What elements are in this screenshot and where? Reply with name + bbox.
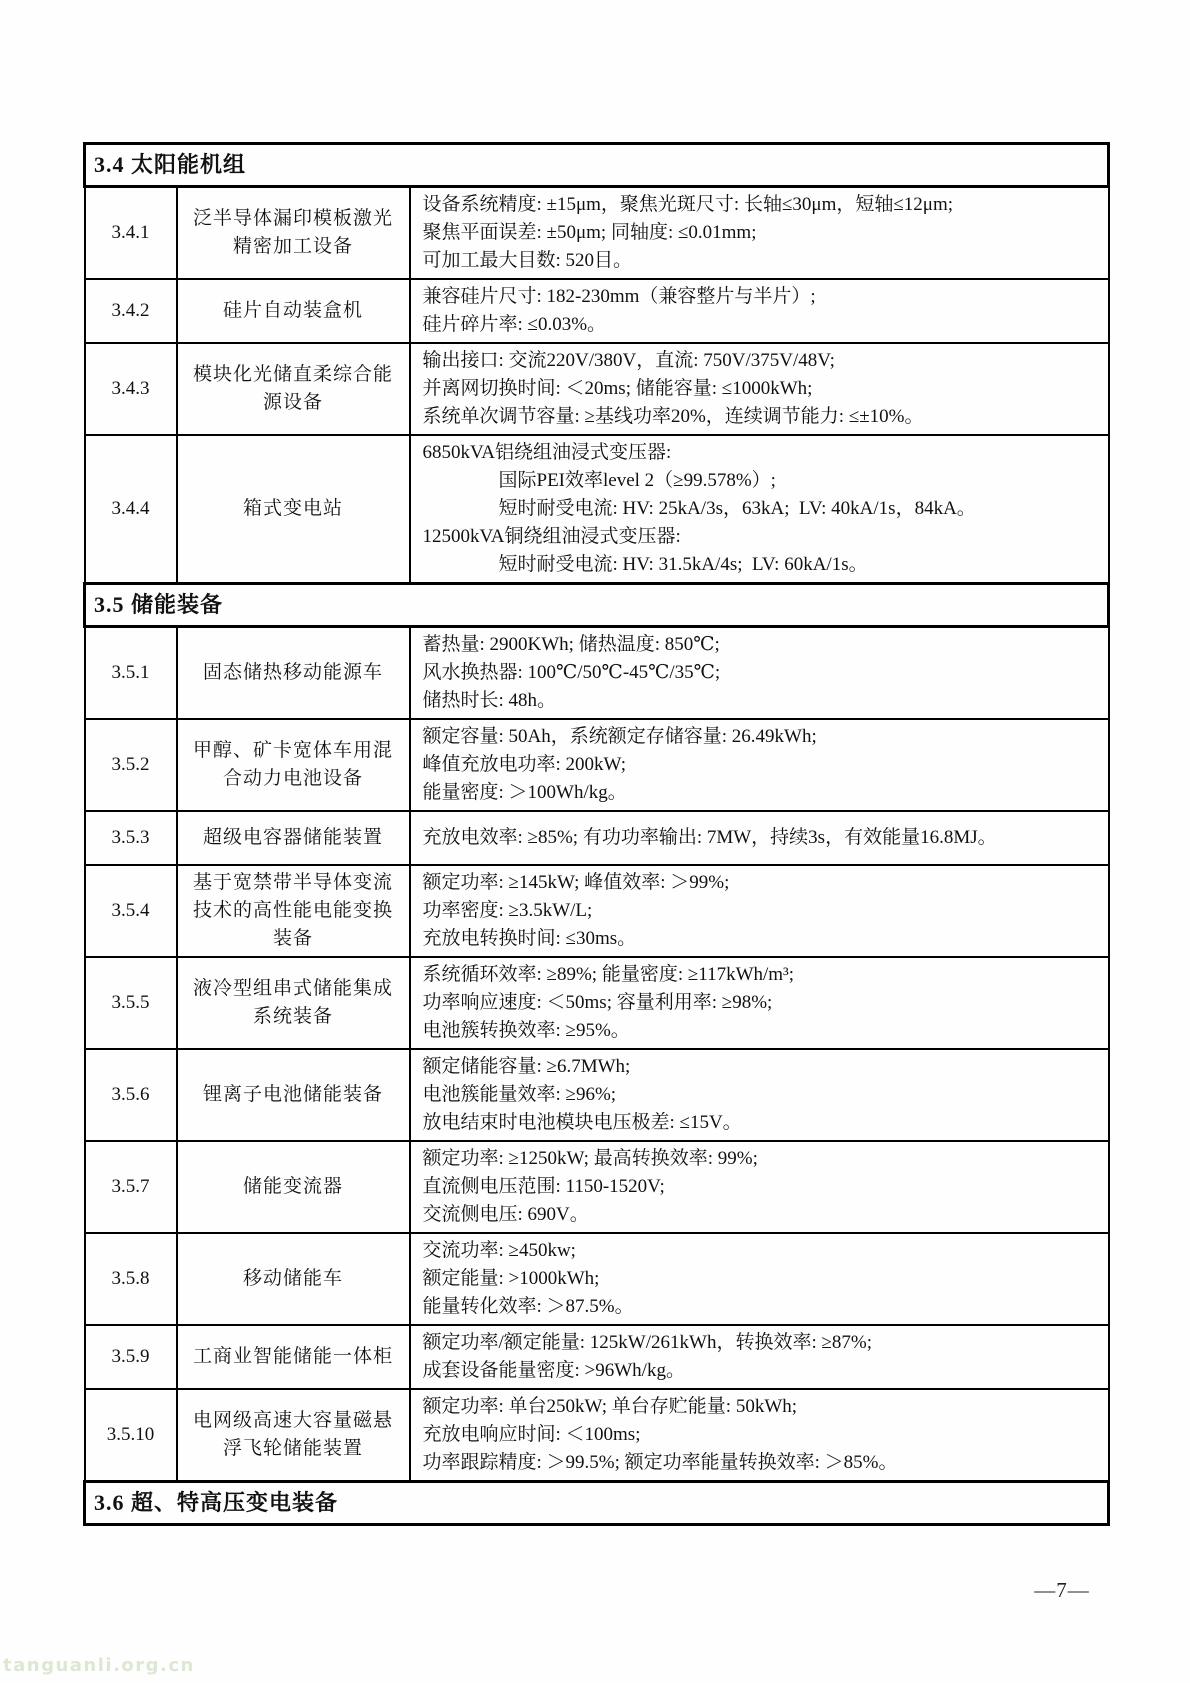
spec-line: 12500kVA铜绕组油浸式变压器: (422, 526, 681, 547)
spec-line: 短时耐受电流: HV: 31.5kA/4s; LV: 60kA/1s。 (422, 554, 868, 575)
item-specs-cell (410, 1049, 1109, 1141)
section-header-row (85, 144, 1109, 187)
spec-line: 充放电响应时间: ＜100ms; (422, 1424, 641, 1445)
spec-line: 聚焦平面误差: ±50μm; 同轴度: ≤0.01mm; (422, 222, 757, 243)
spec-line: 能量密度: ＞100Wh/kg。 (422, 782, 627, 803)
item-number-cell: 3.5.10 (85, 1389, 177, 1482)
spec-line: 6850kVA铝绕组油浸式变压器: (422, 442, 672, 463)
section-title: 3.6 超、特高压变电装备 (85, 1482, 1109, 1525)
section-title: 3.4 太阳能机组 (85, 144, 1109, 187)
spec-line: 电池簇转换效率: ≥95%。 (422, 1020, 630, 1041)
spec-line: 风水换热器: 100℃/50℃-45℃/35℃; (422, 662, 721, 683)
spec-line: 硅片碎片率: ≤0.03%。 (422, 314, 607, 335)
spec-line: 蓄热量: 2900KWh; 储热温度: 850℃; (422, 634, 720, 655)
spec-line: 交流侧电压: 690V。 (422, 1204, 589, 1225)
spec-line: 峰值充放电功率: 200kW; (422, 754, 627, 775)
item-specs-cell (410, 1233, 1109, 1325)
spec-line: 储热时长: 48h。 (422, 690, 557, 711)
table-row (85, 1325, 1109, 1389)
item-number-cell: 3.5.4 (85, 865, 177, 957)
spec-line: 充放电效率: ≥85%; 有功功率输出: 7MW，持续3s，有效能量16.8MJ。 (422, 827, 997, 848)
item-specs-cell (410, 1389, 1109, 1482)
spec-line: 能量转化效率: ＞87.5%。 (422, 1296, 634, 1317)
item-number-cell: 3.5.2 (85, 719, 177, 811)
spec-table (83, 142, 1110, 1526)
spec-line: 功率密度: ≥3.5kW/L; (422, 900, 593, 921)
table-row (85, 1233, 1109, 1325)
item-specs-cell (410, 343, 1109, 435)
table-row (85, 865, 1109, 957)
item-name-cell: 模块化光储直柔综合能源设备 (177, 343, 410, 435)
item-number-cell: 3.4.4 (85, 435, 177, 584)
spec-line: 成套设备能量密度: >96Wh/kg。 (422, 1360, 685, 1381)
section-title: 3.5 储能装备 (85, 584, 1109, 627)
spec-line: 额定功率: 单台250kW; 单台存贮能量: 50kWh; (422, 1396, 798, 1417)
item-specs-cell (410, 187, 1109, 280)
table-row (85, 957, 1109, 1049)
spec-line: 并离网切换时间: ＜20ms; 储能容量: ≤1000kWh; (422, 378, 813, 399)
item-specs-cell (410, 865, 1109, 957)
item-number-cell: 3.4.1 (85, 187, 177, 280)
spec-line: 短时耐受电流: HV: 25kA/3s，63kA; LV: 40kA/1s，84kA。 (422, 498, 976, 519)
spec-line: 兼容硅片尺寸: 182-230mm（兼容整片与半片）; (422, 286, 816, 307)
spec-line: 额定容量: 50Ah，系统额定存储容量: 26.49kWh; (422, 726, 817, 747)
item-specs-cell (410, 957, 1109, 1049)
item-name-cell: 甲醇、矿卡宽体车用混合动力电池设备 (177, 719, 410, 811)
item-name-cell: 电网级高速大容量磁悬浮飞轮储能装置 (177, 1389, 410, 1482)
spec-line: 额定能量: >1000kWh; (422, 1268, 600, 1289)
table-row (85, 279, 1109, 343)
table-row (85, 627, 1109, 720)
spec-line: 功率响应速度: ＜50ms; 容量利用率: ≥98%; (422, 992, 773, 1013)
table-row (85, 343, 1109, 435)
item-number-cell: 3.5.8 (85, 1233, 177, 1325)
spec-line: 交流功率: ≥450kw; (422, 1240, 576, 1261)
item-number-cell: 3.4.3 (85, 343, 177, 435)
item-name-cell: 移动储能车 (177, 1233, 410, 1325)
item-name-cell: 硅片自动装盒机 (177, 279, 410, 343)
item-number-cell: 3.5.1 (85, 627, 177, 720)
item-name-cell: 箱式变电站 (177, 435, 410, 584)
item-number-cell: 3.5.5 (85, 957, 177, 1049)
spec-line: 功率跟踪精度: ＞99.5%; 额定功率能量转换效率: ＞85%。 (422, 1452, 898, 1473)
table-row (85, 1389, 1109, 1482)
spec-line: 放电结束时电池模块电压极差: ≤15V。 (422, 1112, 742, 1133)
item-specs-cell (410, 279, 1109, 343)
spec-line: 额定功率/额定能量: 125kW/261kWh，转换效率: ≥87%; (422, 1332, 873, 1353)
item-name-cell: 超级电容器储能装置 (177, 811, 410, 865)
page-number: —7— (1034, 1578, 1090, 1602)
spec-line: 额定功率: ≥145kW; 峰值效率: ＞99%; (422, 872, 730, 893)
spec-line: 系统单次调节容量: ≥基线功率20%，连续调节能力: ≤±10%。 (422, 406, 924, 427)
item-number-cell: 3.5.6 (85, 1049, 177, 1141)
spec-line: 额定功率: ≥1250kW; 最高转换效率: 99%; (422, 1148, 758, 1169)
item-name-cell: 固态储热移动能源车 (177, 627, 410, 720)
spec-line: 电池簇能量效率: ≥96%; (422, 1084, 617, 1105)
item-number-cell: 3.5.3 (85, 811, 177, 865)
item-specs-cell (410, 627, 1109, 720)
item-specs-cell (410, 719, 1109, 811)
spec-line: 国际PEI效率level 2（≥99.578%）; (422, 470, 776, 491)
item-number-cell: 3.5.9 (85, 1325, 177, 1389)
spec-line: 直流侧电压范围: 1150-1520V; (422, 1176, 665, 1197)
item-specs-cell (410, 1325, 1109, 1389)
table-row (85, 1141, 1109, 1233)
spec-line: 系统循环效率: ≥89%; 能量密度: ≥117kWh/m³; (422, 964, 795, 985)
item-specs-cell (410, 1141, 1109, 1233)
item-number-cell: 3.4.2 (85, 279, 177, 343)
table-row (85, 435, 1109, 584)
spec-line: 输出接口: 交流220V/380V，直流: 750V/375V/48V; (422, 350, 835, 371)
spec-table-body (85, 144, 1109, 1525)
table-row (85, 719, 1109, 811)
spec-line: 充放电转换时间: ≤30ms。 (422, 928, 637, 949)
item-name-cell: 储能变流器 (177, 1141, 410, 1233)
table-row (85, 187, 1109, 280)
section-header-row (85, 1482, 1109, 1525)
spec-line: 设备系统精度: ±15μm，聚焦光斑尺寸: 长轴≤30μm，短轴≤12μm; (422, 194, 954, 215)
item-name-cell: 泛半导体漏印模板激光精密加工设备 (177, 187, 410, 280)
item-specs-cell (410, 435, 1109, 584)
table-row (85, 811, 1109, 865)
item-name-cell: 锂离子电池储能装备 (177, 1049, 410, 1141)
item-name-cell: 液冷型组串式储能集成系统装备 (177, 957, 410, 1049)
spec-line: 额定储能容量: ≥6.7MWh; (422, 1056, 631, 1077)
watermark: tanguanli.org.cn (3, 1655, 195, 1676)
item-name-cell: 工商业智能储能一体柜 (177, 1325, 410, 1389)
item-specs-cell (410, 811, 1109, 865)
item-number-cell: 3.5.7 (85, 1141, 177, 1233)
spec-line: 可加工最大目数: 520目。 (422, 250, 633, 271)
section-header-row (85, 584, 1109, 627)
item-name-cell: 基于宽禁带半导体变流技术的高性能电能变换装备 (177, 865, 410, 957)
table-row (85, 1049, 1109, 1141)
